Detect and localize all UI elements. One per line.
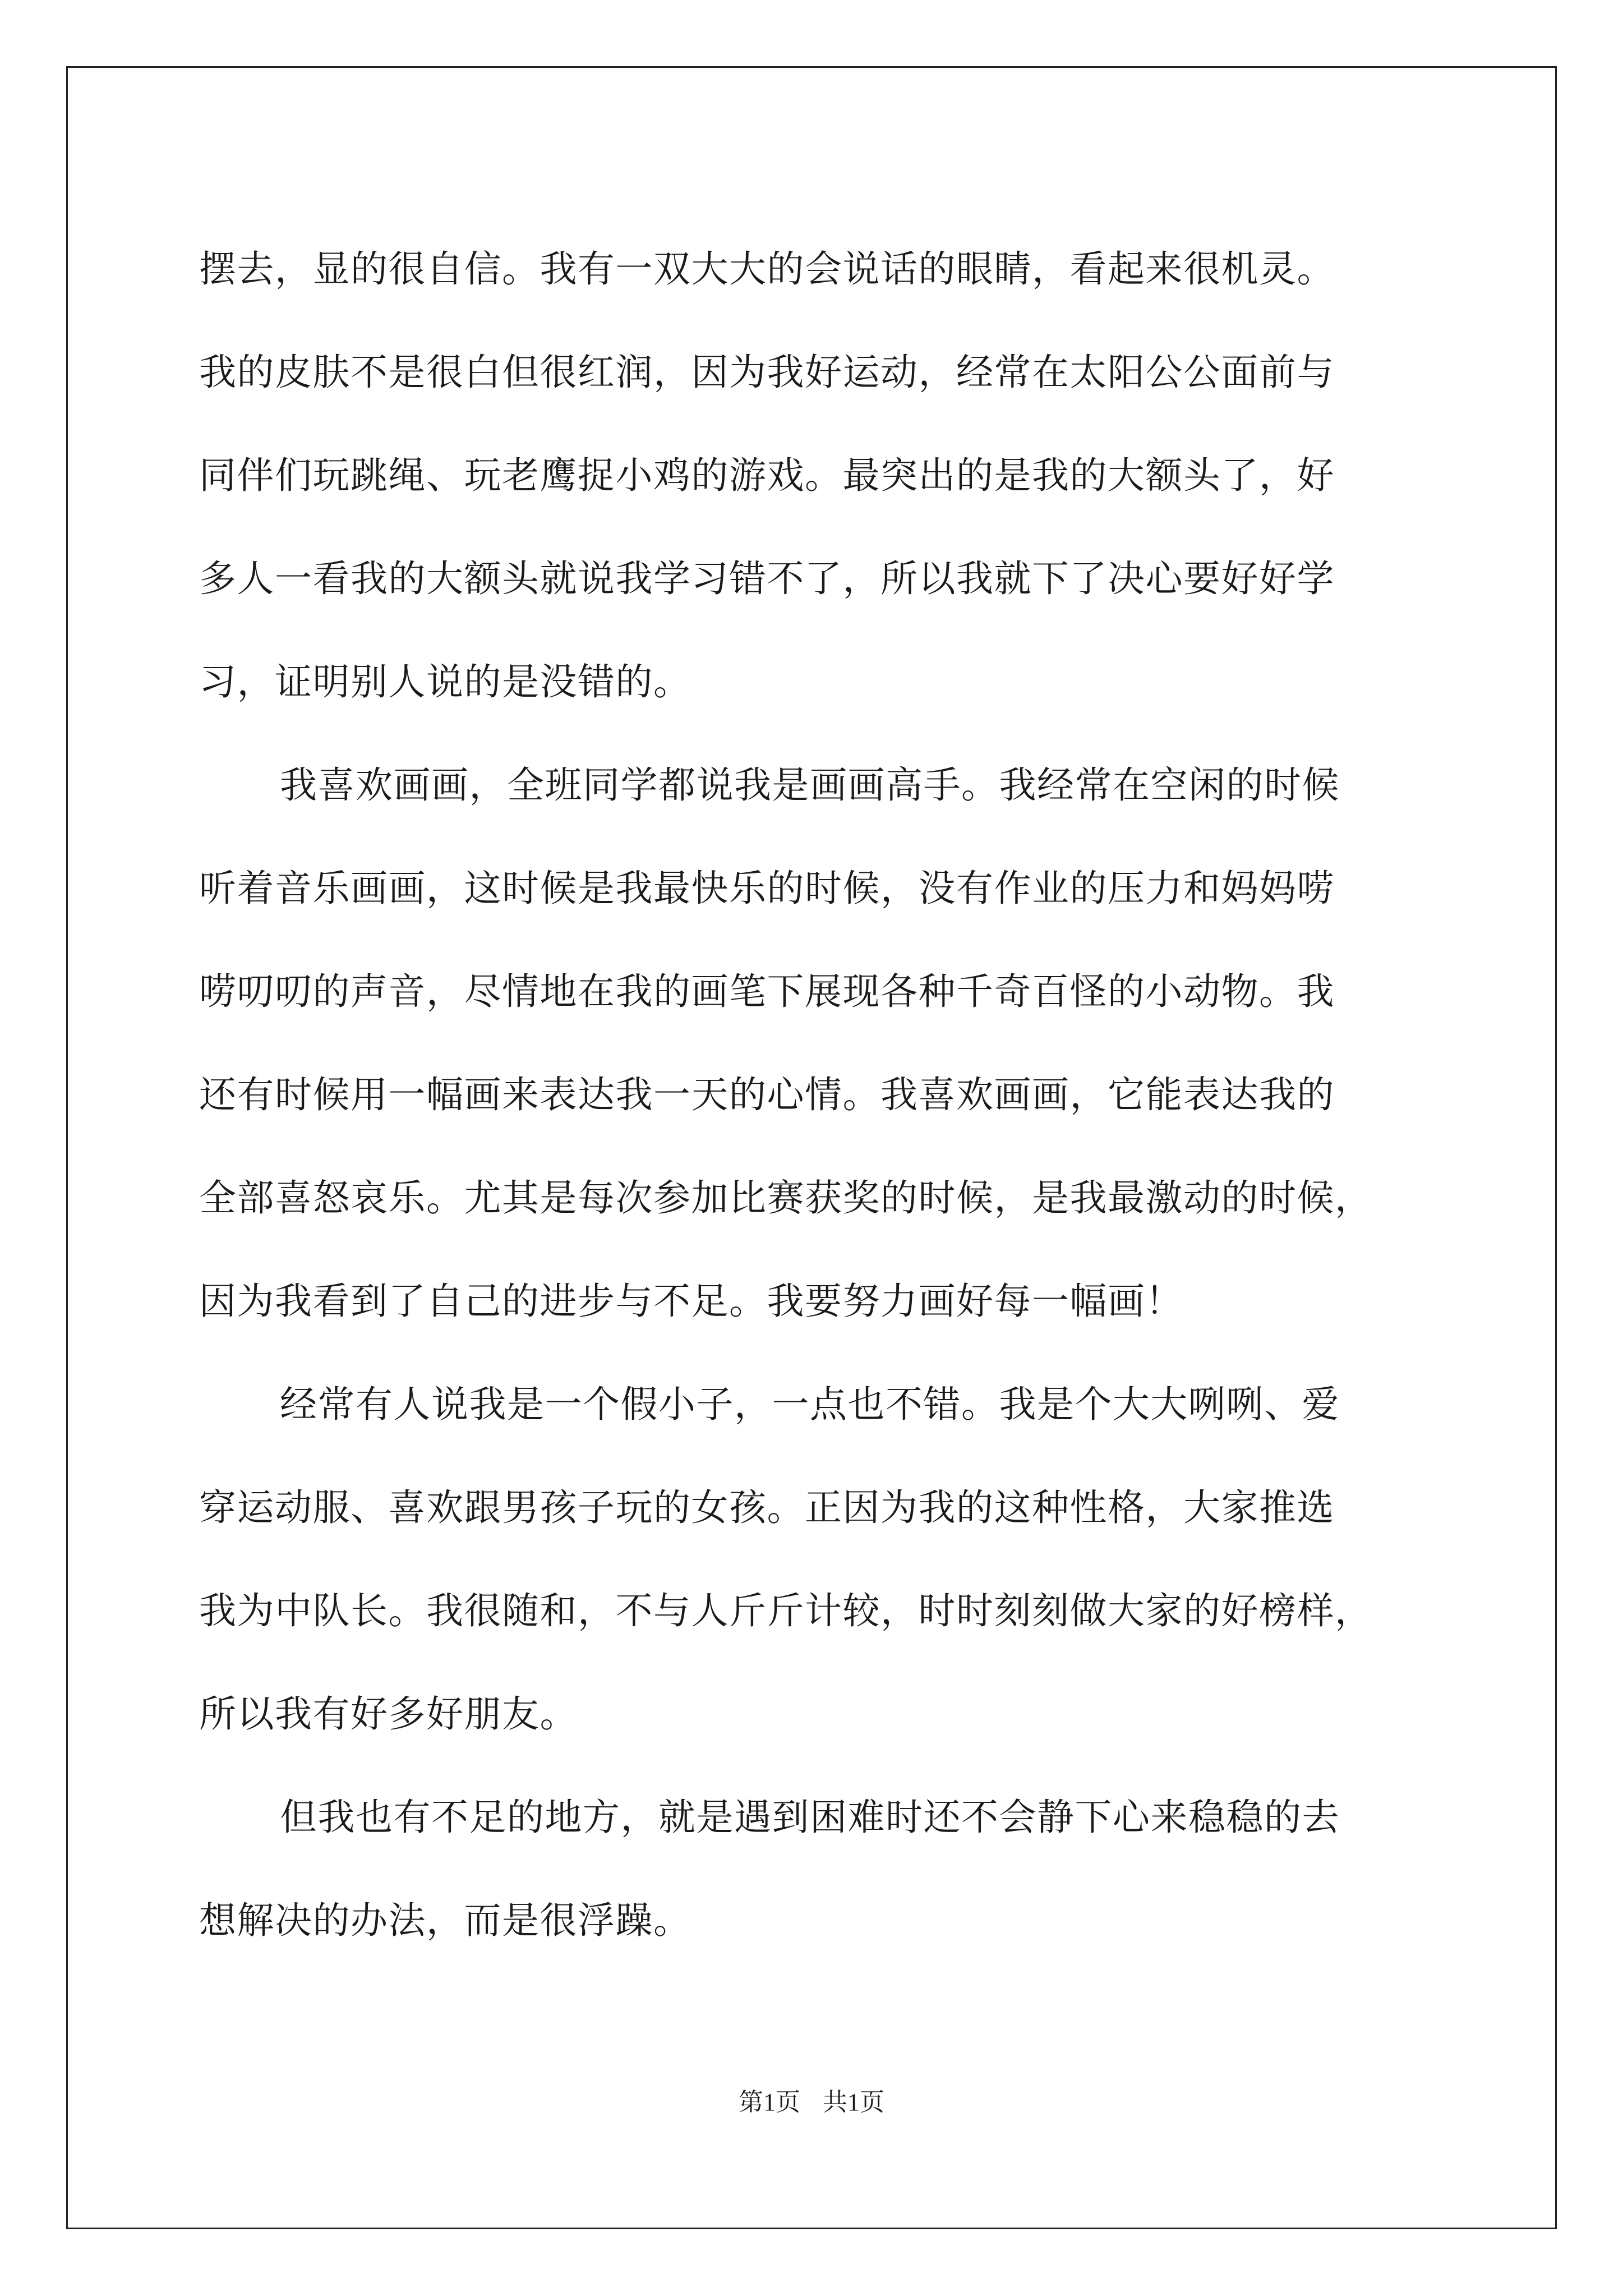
text-line: 穿运动服、喜欢跟男孩子玩的女孩。正因为我的这种性格，大家推选 [199,1486,1335,1529]
text-line: 多人一看我的大额头就说我学习错不了，所以我就下了决心要好好学 [199,557,1335,600]
text-line: 摆去，显的很自信。我有一双大大的会说话的眼睛，看起来很机灵。 [199,247,1335,291]
text-line: 同伴们玩跳绳、玩老鹰捉小鸡的游戏。最突出的是我的大额头了，好 [199,454,1335,497]
text-line: 我为中队长。我很随和，不与人斤斤计较，时时刻刻做大家的好榜样， [199,1589,1373,1632]
text-line: 所以我有好多好朋友。 [199,1692,578,1736]
text-line: 还有时候用一幅画来表达我一天的心情。我喜欢画画，它能表达我的 [199,1073,1335,1116]
document-body [199,218,1444,1972]
text-line: 习，证明别人说的是没错的。 [199,660,691,703]
page-footer [0,2086,1623,2119]
paragraph-first-line: 我喜欢画画，全班同学都说我是画画高手。我经常在空闲的时候 [280,763,1340,807]
page-number: 第1页 [739,2088,800,2116]
total-pages: 共1页 [823,2088,884,2116]
text-line: 想解决的办法，而是很浮躁。 [199,1899,691,1942]
text-line: 全部喜怒哀乐。尤其是每次参加比赛获奖的时候，是我最激动的时候， [199,1176,1373,1220]
text-line: 我的皮肤不是很白但很红润，因为我好运动，经常在太阳公公面前与 [199,351,1335,394]
paragraph-first-line: 但我也有不足的地方，就是遇到困难时还不会静下心来稳稳的去 [280,1796,1340,1839]
text-line: 听着音乐画画，这时候是我最快乐的时候，没有作业的压力和妈妈唠 [199,867,1335,910]
text-line: 因为我看到了自己的进步与不足。我要努力画好每一幅画！ [199,1280,1183,1323]
text-line: 唠叨叨的声音，尽情地在我的画笔下展现各种千奇百怪的小动物。我 [199,970,1335,1013]
paragraph-first-line: 经常有人说我是一个假小子，一点也不错。我是个大大咧咧、爱 [280,1383,1340,1426]
